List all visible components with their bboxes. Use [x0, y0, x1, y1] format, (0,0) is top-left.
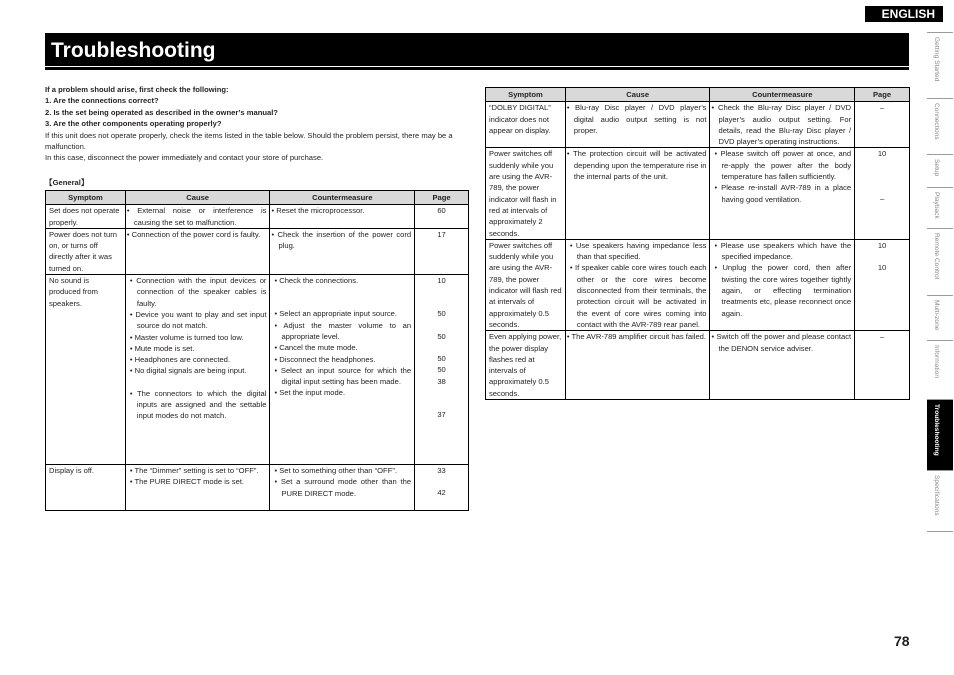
- countermeasure-cell: [270, 465, 415, 511]
- intro-paragraph-2: In this case, disconnect the power immediately and contact your store of purchase.: [45, 153, 324, 163]
- countermeasure-cell: • Check the Blu-ray Disc player / DVD player’s audio output setting. For details, read the Blu-ray Disc player / DVD player’s operating instructions.: [710, 102, 855, 148]
- section-label-general: 【General】: [45, 178, 89, 187]
- symptom-cell: Display is off.: [46, 465, 126, 511]
- intro-paragraph-1: If this unit does not operate properly, check the items listed in the table below. Should the problem persist, there may be a malfunction.: [45, 130, 453, 152]
- cause-cell: [125, 275, 270, 465]
- header-page: Page: [415, 191, 469, 205]
- header-cause: Cause: [125, 191, 270, 205]
- side-tab-troubleshooting[interactable]: [927, 399, 953, 470]
- page-cell: [415, 275, 469, 465]
- symptom-cell: No sound is produced from speakers.: [46, 275, 126, 465]
- cause-item: • Mute mode is set.: [129, 343, 195, 353]
- countermeasure-item: • Disconnect the headphones.: [274, 354, 376, 364]
- symptom-cell: Power switches off suddenly while you are using the AVR-789, the power indicator will flash in red at intervals of approximately 2 seconds.: [486, 148, 566, 239]
- intro-text: [45, 84, 470, 164]
- page-cell: –: [855, 331, 910, 400]
- header-page: Page: [855, 88, 910, 102]
- page-cell: [855, 148, 910, 239]
- countermeasure-item: • Select an input source for which the digital input setting has been made.: [274, 365, 412, 387]
- countermeasure-item: • Please use speakers which have the specified impedance.: [714, 240, 852, 262]
- cause-item: • The PURE DIRECT mode is set.: [129, 477, 245, 487]
- symptom-cell: Power switches off suddenly while you are using the AVR-789, the power indicator will flash red at intervals of approximately 0.5 seconds.: [486, 239, 566, 330]
- intro-check-1: 1. Are the connections correct?: [45, 96, 159, 106]
- side-tab-label: Connections: [933, 103, 940, 140]
- header-symptom: Symptom: [486, 88, 566, 102]
- countermeasure-cell: [710, 148, 855, 239]
- title-underline: [45, 67, 909, 70]
- header-countermeasure: Countermeasure: [710, 88, 855, 102]
- side-tab-information[interactable]: [927, 340, 953, 399]
- side-tab-label: Specifications: [933, 475, 940, 516]
- cause-item: • Device you want to play and set input source do not match.: [129, 309, 267, 331]
- cause-item: • Connection with the input devices or connection of the speaker cables is faulty.: [129, 276, 267, 308]
- symptom-cell: Power does not turn on, or turns off directly after it was turned on.: [46, 228, 126, 274]
- page-ref: 37: [437, 409, 446, 419]
- symptom-cell: Set does not operate properly.: [46, 205, 126, 229]
- countermeasure-cell: [710, 239, 855, 330]
- countermeasure-item: • Check the connections.: [274, 276, 359, 286]
- page-number: 78: [894, 633, 910, 649]
- table-row: [46, 275, 469, 465]
- cause-item: • The connectors to which the digital inputs are assigned and the settable input modes do not match.: [129, 388, 267, 421]
- side-tab-specifications[interactable]: [927, 470, 953, 532]
- countermeasure-item: • Unplug the power cord, then after twisting the core wires together tightly again, or effecting termination treatments etc, please reconnect once again.: [714, 263, 852, 318]
- countermeasure-item: • Cancel the mute mode.: [274, 343, 358, 353]
- side-tab-label: Troubleshooting: [933, 404, 940, 456]
- page-ref: 10: [877, 263, 887, 273]
- symptom-cell: “DOLBY DIGITAL” indicator does not appear on display.: [486, 102, 566, 148]
- cause-cell: [125, 465, 270, 511]
- table-row: [46, 465, 469, 511]
- countermeasure-cell: • Switch off the power and please contact the DENON service adviser.: [710, 331, 855, 400]
- page-cell: –: [855, 102, 910, 148]
- cause-item: • Master volume is turned too low.: [129, 332, 244, 342]
- side-tab-remote-control[interactable]: [927, 228, 953, 295]
- page-ref: 50: [437, 365, 446, 375]
- table-row: [486, 239, 910, 330]
- countermeasure-item: • Select an appropriate input source.: [274, 309, 397, 319]
- cause-cell: • Blu-ray Disc player / DVD player’s digital audio output setting is not proper.: [565, 102, 710, 148]
- page-ref: 10: [437, 276, 446, 286]
- header-countermeasure: Countermeasure: [270, 191, 415, 205]
- table-row: [486, 102, 910, 148]
- troubleshooting-table-continued: [485, 87, 910, 400]
- page-ref: 50: [437, 353, 446, 363]
- page-ref: 10: [877, 240, 887, 250]
- cause-item: • Headphones are connected.: [129, 355, 231, 365]
- page-ref: 10: [877, 149, 887, 159]
- cause-cell: • Connection of the power cord is faulty.: [125, 228, 270, 274]
- table-row: [46, 228, 469, 274]
- page-ref: –: [879, 193, 885, 203]
- countermeasure-cell: • Reset the microprocessor.: [270, 205, 415, 229]
- countermeasure-item: • Please re-install AVR-789 in a place having good ventilation.: [714, 183, 852, 204]
- cause-cell: • The AVR-789 amplifier circuit has failed.: [565, 331, 710, 400]
- side-tab-getting-started[interactable]: [927, 32, 953, 98]
- countermeasure-item: • Set the input mode.: [274, 388, 346, 398]
- side-tab-label: Setup: [933, 159, 940, 177]
- cause-cell: • The protection circuit will be activated depending upon the temperature rise in the internal parts of the unit.: [565, 148, 710, 239]
- page-cell: 60: [415, 205, 469, 229]
- countermeasure-item: • Set to something other than “OFF”.: [274, 466, 397, 476]
- page-cell: 17: [415, 228, 469, 274]
- countermeasure-cell: • Check the insertion of the power cord plug.: [270, 228, 415, 274]
- countermeasure-item: • Adjust the master volume to an appropriate level.: [274, 320, 412, 341]
- table-header-row: [486, 88, 910, 102]
- table-row: [486, 331, 910, 400]
- table-row: [486, 148, 910, 239]
- language-tab: ENGLISH: [865, 6, 943, 22]
- countermeasure-cell: [270, 275, 415, 465]
- side-tab-label: Remote Control: [933, 233, 940, 280]
- page-ref: 33: [437, 466, 446, 476]
- page-cell: [855, 239, 910, 330]
- page-ref: 50: [437, 309, 446, 319]
- page-ref: 42: [437, 488, 446, 498]
- intro-lead: If a problem should arise, first check the following:: [45, 85, 229, 94]
- table-row: [46, 205, 469, 229]
- side-tab-multi-zone[interactable]: [927, 295, 953, 340]
- page-title: Troubleshooting: [45, 33, 909, 66]
- page-cell: [415, 465, 469, 511]
- countermeasure-item: • Please switch off power at once, and re-apply the power after the body temperature has fallen sufficiently.: [714, 149, 852, 182]
- side-tab-label: Information: [933, 345, 940, 378]
- side-tab-playback[interactable]: [927, 187, 953, 228]
- cause-item: • The “Dimmer” setting is set to “OFF”.: [129, 466, 259, 476]
- side-tab-label: Multi-zone: [933, 300, 940, 331]
- header-cause: Cause: [565, 88, 710, 102]
- table-header-row: [46, 191, 469, 205]
- cause-item: • Use speakers having impedance less than that specified.: [569, 240, 707, 262]
- intro-check-2: 2. Is the set being operated as described in the owner’s manual?: [45, 107, 278, 117]
- cause-item: • No digital signals are being input.: [129, 366, 247, 376]
- side-tab-setup[interactable]: [927, 154, 953, 187]
- page-ref: 38: [437, 376, 446, 386]
- cause-cell: [565, 239, 710, 330]
- cause-cell: • External noise or interference is causing the set to malfunction.: [125, 205, 270, 229]
- countermeasure-item: • Set a surround mode other than the PURE DIRECT mode.: [274, 477, 412, 498]
- cause-item: • If speaker cable core wires touch each other or the core wires become disconnected from their terminals, the protection circuit will be activated in the event of core wires coming into contact with the AVR-789 rear panel.: [569, 263, 707, 329]
- page-ref: 50: [437, 331, 446, 341]
- header-symptom: Symptom: [46, 191, 126, 205]
- intro-check-3: 3. Are the other components operating properly?: [45, 119, 222, 129]
- symptom-cell: Even applying power, the power display flashes red at intervals of approximately 0.5 seconds.: [486, 331, 566, 400]
- side-tab-connections[interactable]: [927, 98, 953, 154]
- side-tab-label: Getting Started: [933, 37, 940, 82]
- troubleshooting-table-general: [45, 190, 469, 511]
- side-tab-label: Playback: [933, 192, 940, 219]
